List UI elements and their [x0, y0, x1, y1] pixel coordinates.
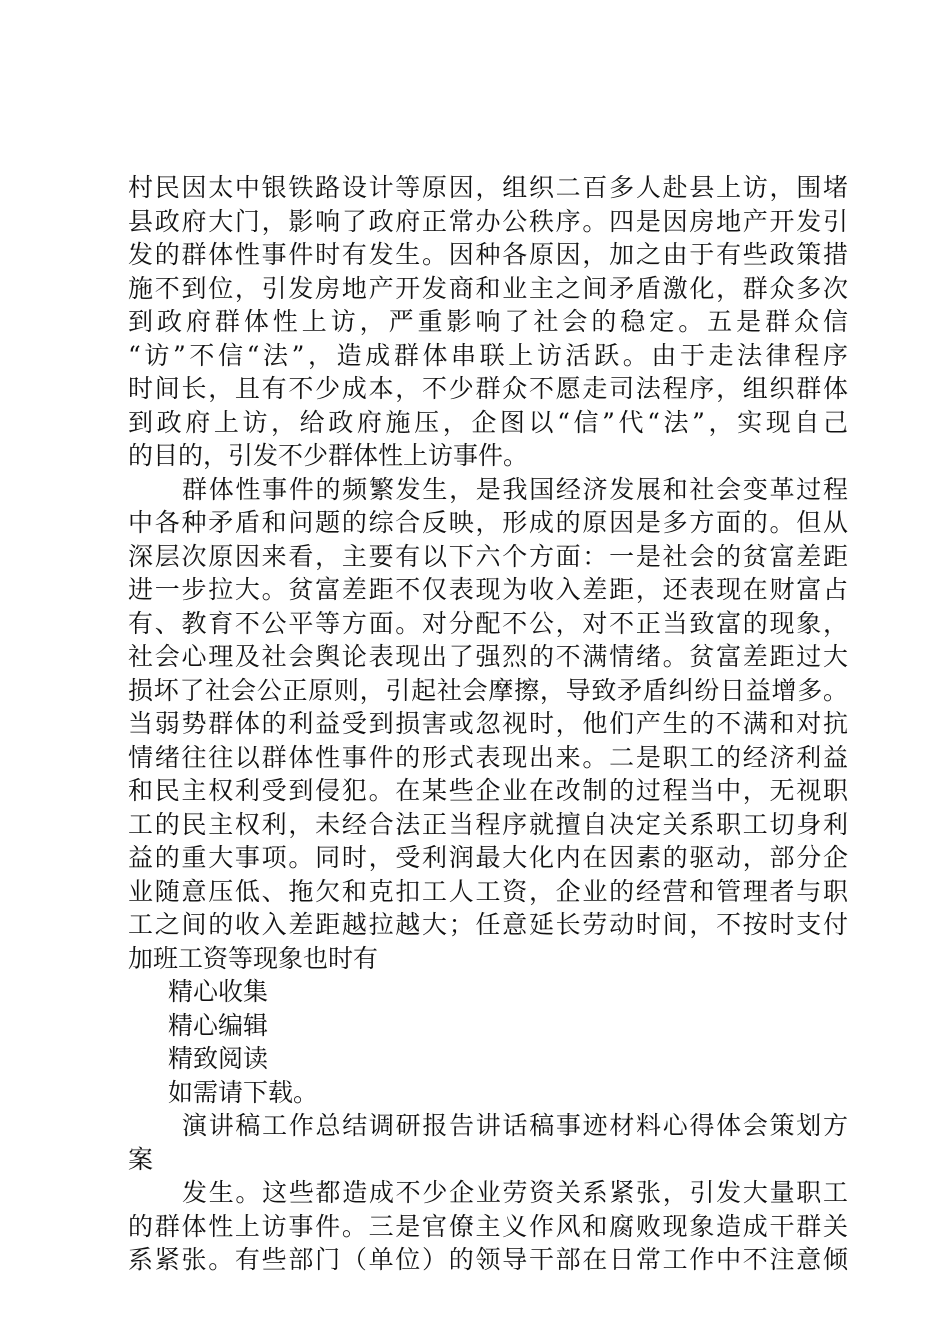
- paragraph-2-line: 益的重大事项。同时，受利润最大化内在因素的驱动，部分企: [128, 843, 848, 872]
- paragraph-3-line: 的群体性上访事件。三是官僚主义作风和腐败现象造成干群关: [128, 1211, 848, 1241]
- paragraph-2-line: 工之间的收入差距越拉越大；任意延长劳动时间，不按时支付: [128, 910, 848, 939]
- paragraph-1-line: 的目的，引发不少群体性上访事件。: [128, 441, 529, 470]
- paragraph-3-line: 发生。这些都造成不少企业劳资关系紧张，引发大量职工: [182, 1178, 848, 1207]
- paragraph-1-line: 施不到位，引发房地产开发商和业主之间矛盾激化，群众多次: [128, 273, 848, 303]
- paragraph-2-line: 进一步拉大。贫富差距不仅表现为收入差距，还表现在财富占: [128, 575, 848, 604]
- insert-item: 精致阅读: [168, 1044, 269, 1073]
- insert-item: 精心编辑: [168, 1010, 269, 1040]
- document-body: [128, 171, 848, 1277]
- paragraph-1-line: 到政府上访，给政府施压，企图以“信”代“法”，实现自己: [128, 407, 848, 437]
- paragraph-2-line: 工的民主权利，未经合法正当程序就擅自决定关系职工切身利: [128, 809, 848, 839]
- paragraph-1-line: 时间长，且有不少成本，不少群众不愿走司法程序，组织群体: [128, 374, 848, 403]
- category-line: 演讲稿工作总结调研报告讲话稿事迹材料心得体会策划方: [182, 1111, 848, 1140]
- insert-item: 如需请下载。: [168, 1077, 319, 1107]
- insert-item: 精心收集: [168, 977, 269, 1006]
- paragraph-3-line: 系紧张。有些部门（单位）的领导干部在日常工作中不注意倾: [128, 1245, 848, 1274]
- paragraph-2-line: 社会心理及社会舆论表现出了强烈的不满情绪。贫富差距过大: [128, 642, 848, 671]
- category-line: 案: [128, 1144, 154, 1174]
- paragraph-2-line: 群体性事件的频繁发生，是我国经济发展和社会变革过程: [182, 474, 848, 504]
- paragraph-2-line: 中各种矛盾和问题的综合反映，形成的原因是多方面的。但从: [128, 508, 848, 537]
- paragraph-1-line: “访”不信“法”，造成群体串联上访活跃。由于走法律程序: [128, 340, 848, 370]
- paragraph-2-line: 和民主权利受到侵犯。在某些企业在改制的过程当中，无视职: [128, 776, 848, 805]
- paragraph-2-line: 当弱势群体的利益受到损害或忽视时，他们产生的不满和对抗: [128, 709, 848, 738]
- paragraph-1-line: 发的群体性事件时有发生。因种各原因，加之由于有些政策措: [128, 240, 848, 269]
- paragraph-2-line: 有、教育不公平等方面。对分配不公，对不正当致富的现象，: [128, 608, 848, 638]
- paragraph-1-line: 到政府群体性上访，严重影响了社会的稳定。五是群众信: [128, 307, 848, 336]
- paragraph-1-line: 县政府大门，影响了政府正常办公秩序。四是因房地产开发引: [128, 206, 848, 236]
- paragraph-2-line: 深层次原因来看，主要有以下六个方面：一是社会的贫富差距: [128, 541, 848, 571]
- paragraph-2-line: 情绪往往以群体性事件的形式表现出来。二是职工的经济利益: [128, 742, 848, 772]
- paragraph-2-line: 加班工资等现象也时有: [128, 943, 379, 973]
- paragraph-2-line: 业随意压低、拖欠和克扣工人工资，企业的经营和管理者与职: [128, 876, 848, 906]
- paragraph-1-line: 村民因太中银铁路设计等原因，组织二百多人赴县上访，围堵: [128, 173, 848, 202]
- paragraph-2-line: 损坏了社会公正原则，引起社会摩擦，导致矛盾纠纷日益增多。: [128, 675, 848, 705]
